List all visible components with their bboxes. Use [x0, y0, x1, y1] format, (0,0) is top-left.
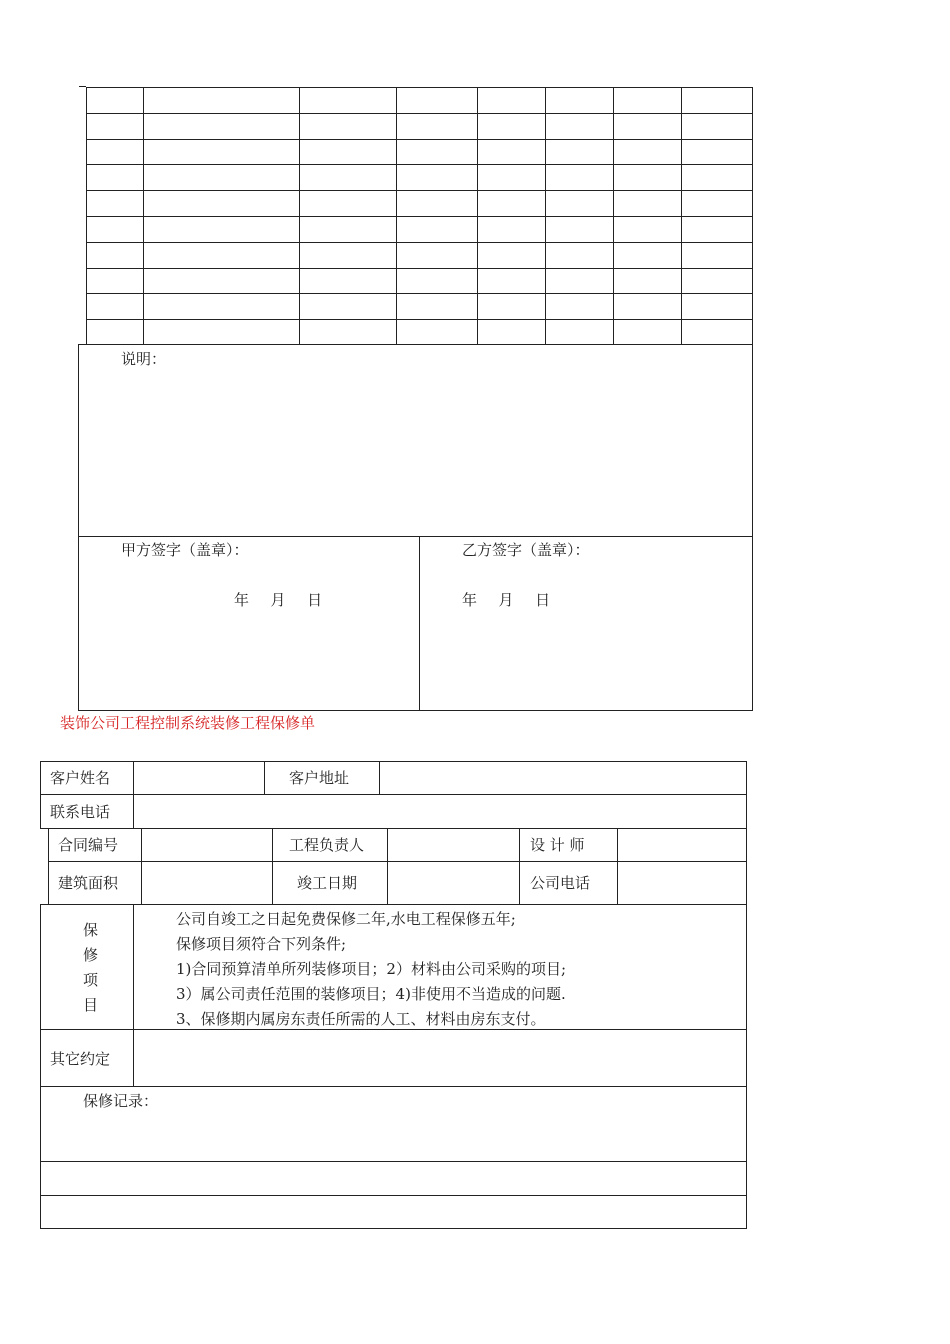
row-customer-divider-2 — [264, 761, 265, 795]
signature-divider — [419, 536, 420, 711]
grid-row-line-8 — [86, 293, 753, 294]
project-manager-field[interactable] — [388, 829, 518, 861]
company-phone-label: 公司电话 — [530, 874, 591, 892]
phone-field[interactable] — [134, 795, 746, 828]
other-terms-field[interactable] — [134, 1030, 746, 1086]
warranty-line-5: 3、保修期内属房东责任所需的人工、材料由房东支付。 — [176, 1010, 546, 1028]
grid-row-line-3 — [86, 164, 753, 165]
warranty-items-label-3: 项 — [83, 971, 99, 989]
signature-box — [78, 536, 753, 711]
row-warranty-divider — [133, 904, 134, 1030]
warranty-items-label-4: 目 — [83, 996, 99, 1014]
contract-no-label: 合同编号 — [58, 836, 119, 854]
grid-row-line-1 — [86, 113, 753, 114]
phone-label: 联系电话 — [50, 803, 111, 821]
customer-name-label: 客户姓名 — [50, 769, 111, 787]
grid-row-line-7 — [86, 268, 753, 269]
other-terms-label: 其它约定 — [50, 1050, 111, 1068]
record-row-1[interactable] — [40, 1161, 747, 1196]
grid-row-line-6 — [86, 242, 753, 243]
notes-box — [78, 344, 753, 537]
designer-label: 设 计 师 — [530, 836, 585, 854]
party-a-signature-label: 甲方签字（盖章）： — [121, 541, 249, 559]
warranty-line-3: 1)合同预算清单所列装修项目；2）材料由公司采购的项目; — [176, 960, 566, 978]
grid-row-line-2 — [86, 139, 753, 140]
completion-date-label: 竣工日期 — [297, 874, 358, 892]
warranty-form-title: 装饰公司工程控制系统装修工程保修单 — [60, 714, 316, 732]
grid-row-line-5 — [86, 216, 753, 217]
customer-address-field[interactable] — [380, 762, 746, 794]
completion-date-field[interactable] — [388, 862, 518, 904]
designer-field[interactable] — [618, 829, 746, 861]
warranty-items-label-2: 修 — [83, 946, 99, 964]
warranty-line-4: 3）属公司责任范围的装修项目；4)非使用不当造成的问题. — [176, 985, 566, 1003]
repair-record-field[interactable] — [41, 1112, 746, 1161]
party-a-date: 年 月 日 — [234, 591, 323, 609]
warranty-line-1: 公司自竣工之日起免费保修二年,水电工程保修五年; — [176, 910, 516, 928]
notes-label: 说明： — [121, 350, 167, 368]
party-b-date: 年 月 日 — [462, 591, 551, 609]
warranty-items-label-1: 保 — [83, 921, 99, 939]
party-b-signature-label: 乙方签字（盖章）： — [462, 541, 590, 559]
customer-name-field[interactable] — [134, 762, 263, 794]
building-area-label: 建筑面积 — [58, 874, 119, 892]
project-manager-label: 工程负责人 — [289, 836, 365, 854]
contract-no-field[interactable] — [142, 829, 271, 861]
grid-row-line-4 — [86, 190, 753, 191]
record-row-2[interactable] — [40, 1195, 747, 1229]
grid-row-line-9 — [86, 319, 753, 320]
warranty-line-2: 保修项目须符合下列条件; — [176, 935, 347, 953]
repair-record-label: 保修记录： — [83, 1092, 159, 1110]
grid-corner-mark — [79, 86, 86, 87]
customer-address-label: 客户地址 — [289, 769, 350, 787]
building-area-field[interactable] — [142, 862, 271, 904]
company-phone-field[interactable] — [618, 862, 746, 904]
